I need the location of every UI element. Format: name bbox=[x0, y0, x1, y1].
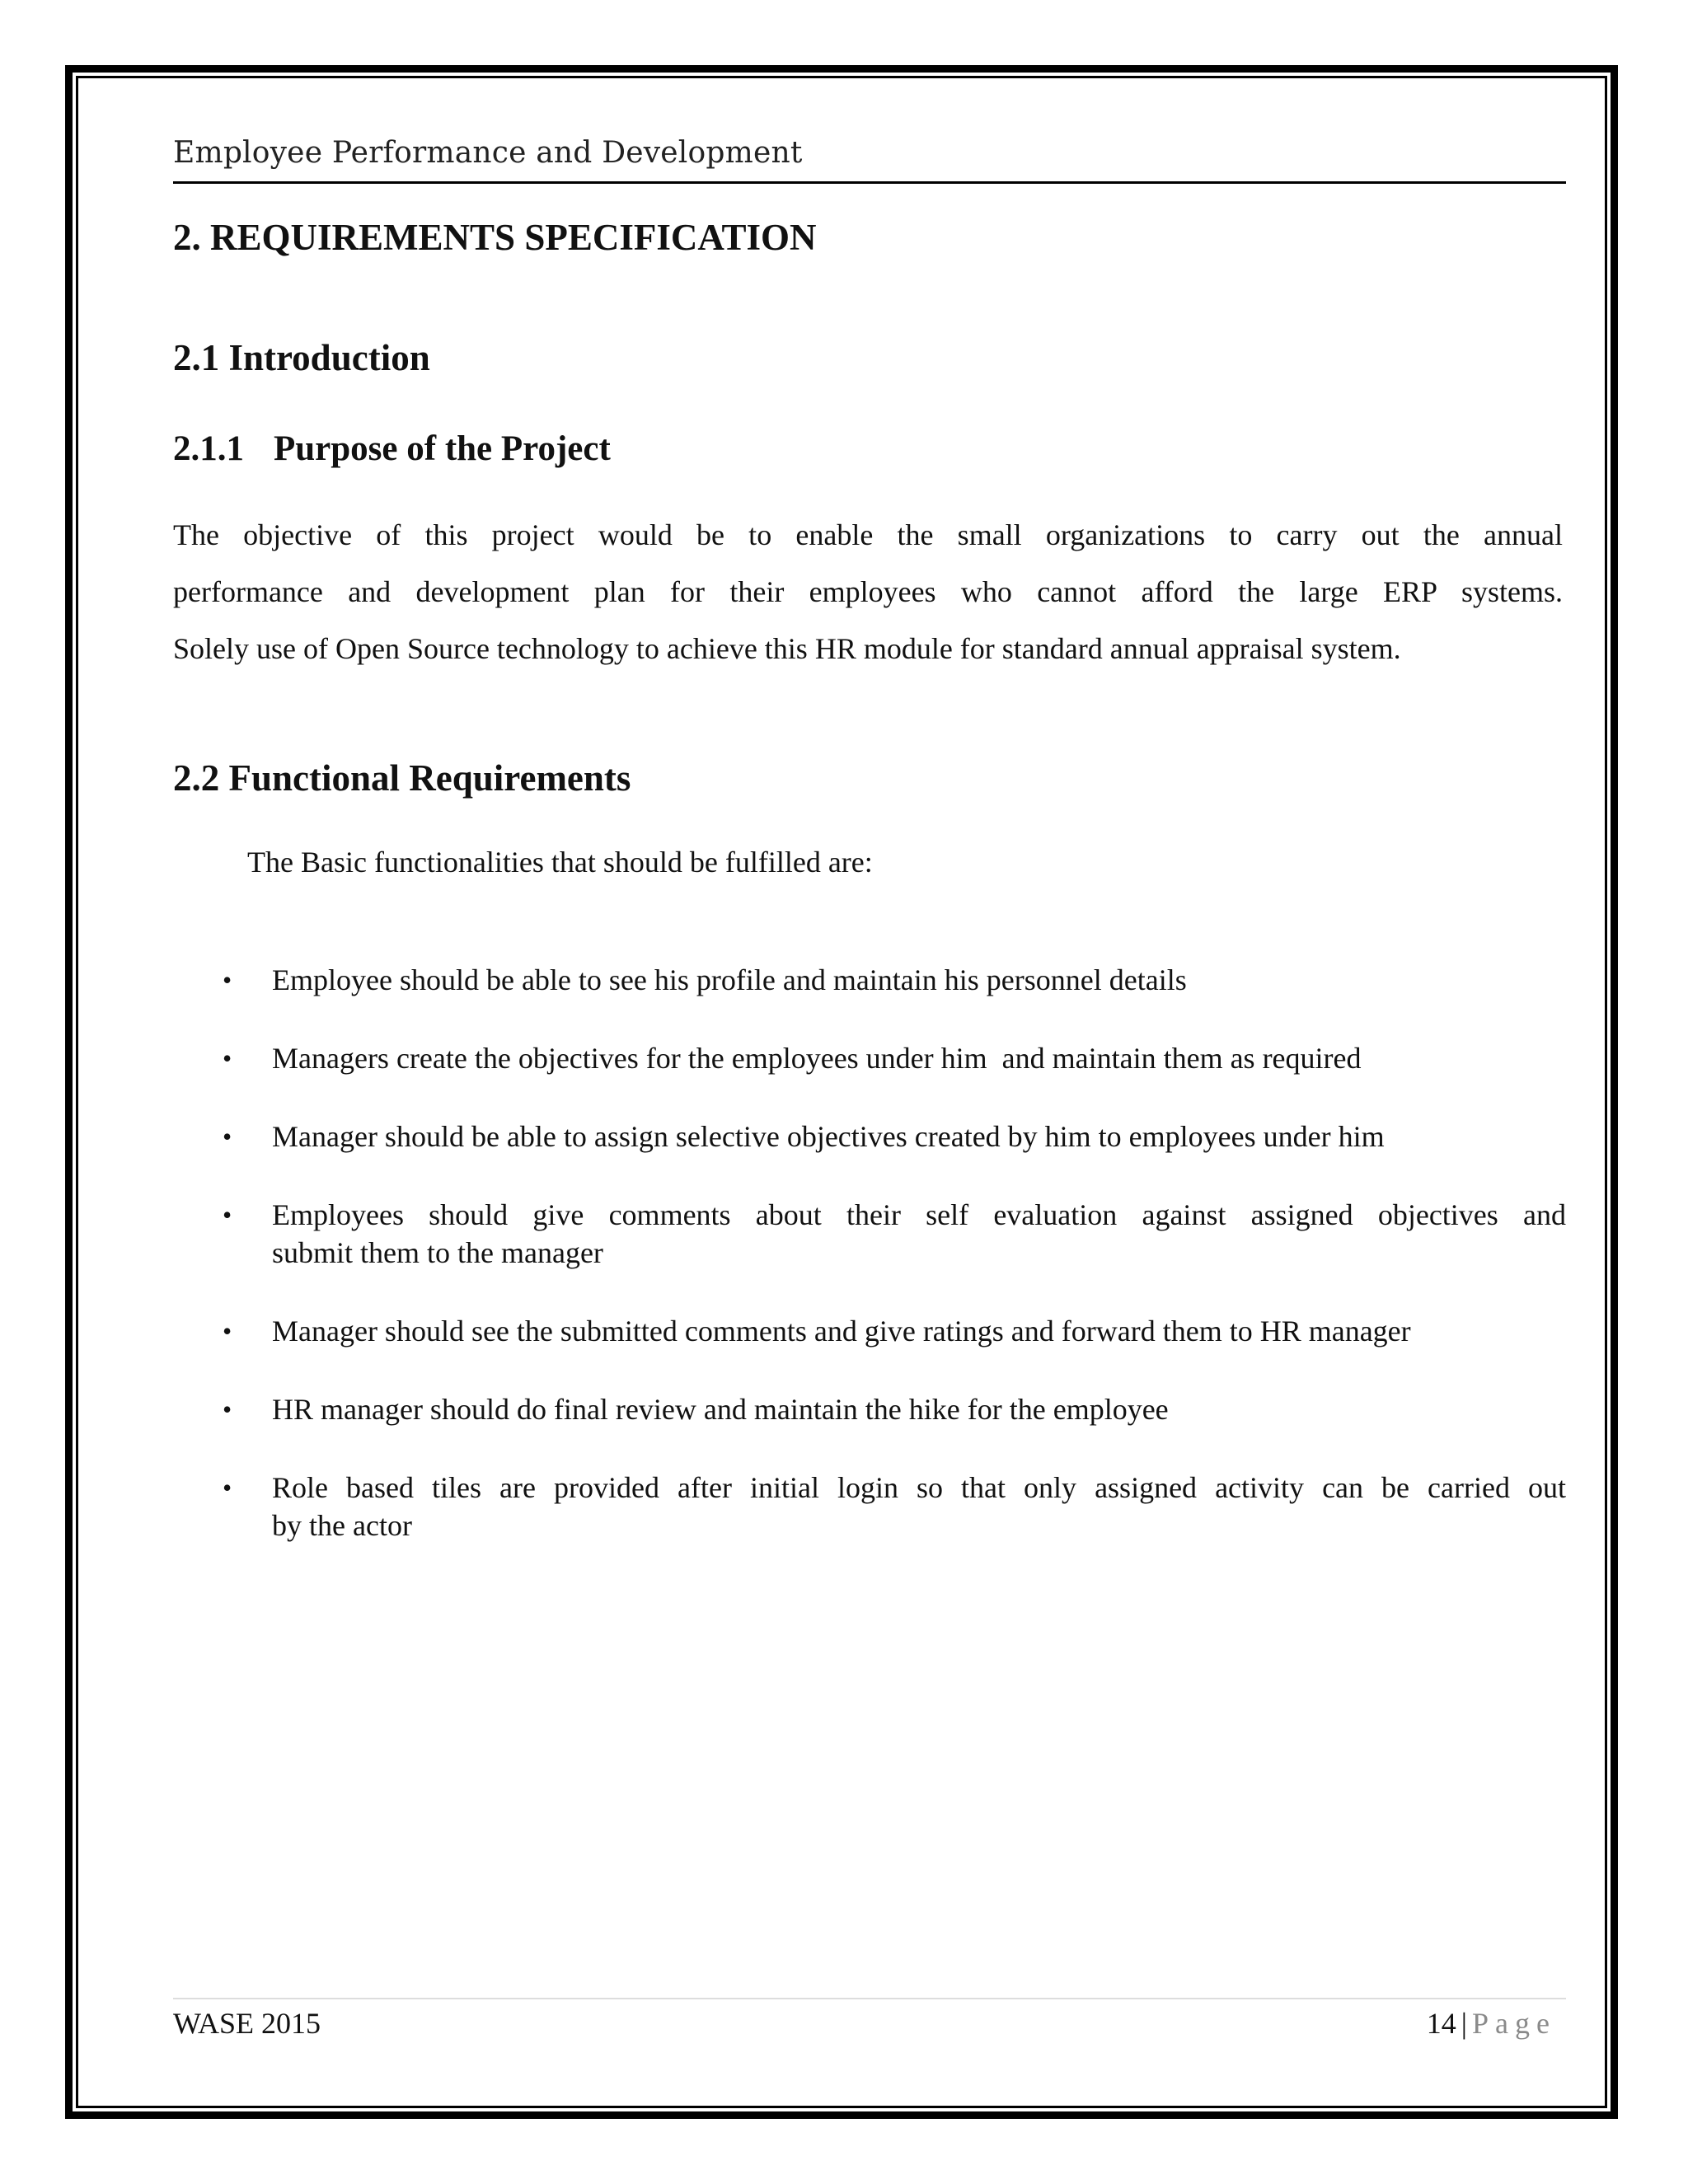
bullet-icon: • bbox=[223, 1394, 232, 1424]
page-number bbox=[1427, 2006, 1556, 2041]
list-item-text: Managers create the objectives for the employees under him and maintain them as required bbox=[272, 1042, 1362, 1075]
introduction-heading: 2.1 Introduction bbox=[173, 337, 430, 378]
list-item bbox=[223, 1312, 1566, 1350]
list-item-text: Manager should be able to assign selective objectives created by him to employees under him bbox=[272, 1120, 1385, 1153]
running-header: Employee Performance and Development bbox=[173, 136, 803, 170]
bullet-icon: • bbox=[223, 1316, 232, 1346]
list-item-text: submit them to the manager bbox=[272, 1236, 603, 1269]
functional-requirements-heading: 2.2 Functional Requirements bbox=[173, 757, 631, 799]
footer-label: WASE 2015 bbox=[173, 2007, 321, 2040]
purpose-heading-text: Purpose of the Project bbox=[274, 429, 611, 468]
bullet-icon: • bbox=[223, 1200, 232, 1230]
list-item bbox=[223, 1039, 1566, 1077]
list-item bbox=[223, 1196, 1566, 1272]
list-item-text: Employees should give comments about their self evaluation against assigned objectives and bbox=[272, 1198, 1566, 1231]
footer-rule bbox=[173, 1998, 1566, 1999]
page-number-separator: | bbox=[1461, 2007, 1468, 2040]
list-item-text: HR manager should do final review and maintain the hike for the employee bbox=[272, 1393, 1169, 1426]
list-item-text: Role based tiles are provided after initial login so that only assigned activity can be carried out bbox=[272, 1471, 1566, 1504]
list-item bbox=[223, 961, 1566, 999]
list-item-text: Manager should see the submitted comments and give ratings and forward them to HR manager bbox=[272, 1315, 1411, 1347]
purpose-paragraph-line: The objective of this project would be to enable the small organizations to carry out the annual bbox=[173, 518, 1563, 551]
functional-intro: The Basic functionalities that should be fulfilled are: bbox=[247, 846, 873, 879]
page-word: Page bbox=[1472, 2007, 1556, 2040]
bullet-icon: • bbox=[223, 1043, 232, 1073]
list-item bbox=[223, 1390, 1566, 1428]
list-item bbox=[223, 1118, 1566, 1155]
page-number-value: 14 bbox=[1426, 2007, 1456, 2040]
purpose-heading-number: 2.1.1 bbox=[173, 429, 244, 468]
list-item bbox=[223, 1469, 1566, 1544]
section-title: 2. REQUIREMENTS SPECIFICATION bbox=[173, 217, 817, 258]
purpose-paragraph-line: performance and development plan for their employees who cannot afford the large ERP systems. bbox=[173, 575, 1563, 608]
bullet-icon: • bbox=[223, 1473, 232, 1502]
list-item-text: Employee should be able to see his profile and maintain his personnel details bbox=[272, 963, 1187, 996]
bullet-icon: • bbox=[223, 1122, 232, 1151]
purpose-paragraph-line: Solely use of Open Source technology to achieve this HR module for standard annual appraisal system. bbox=[173, 632, 1401, 665]
bullet-icon: • bbox=[223, 965, 232, 995]
list-item-text: by the actor bbox=[272, 1509, 412, 1542]
